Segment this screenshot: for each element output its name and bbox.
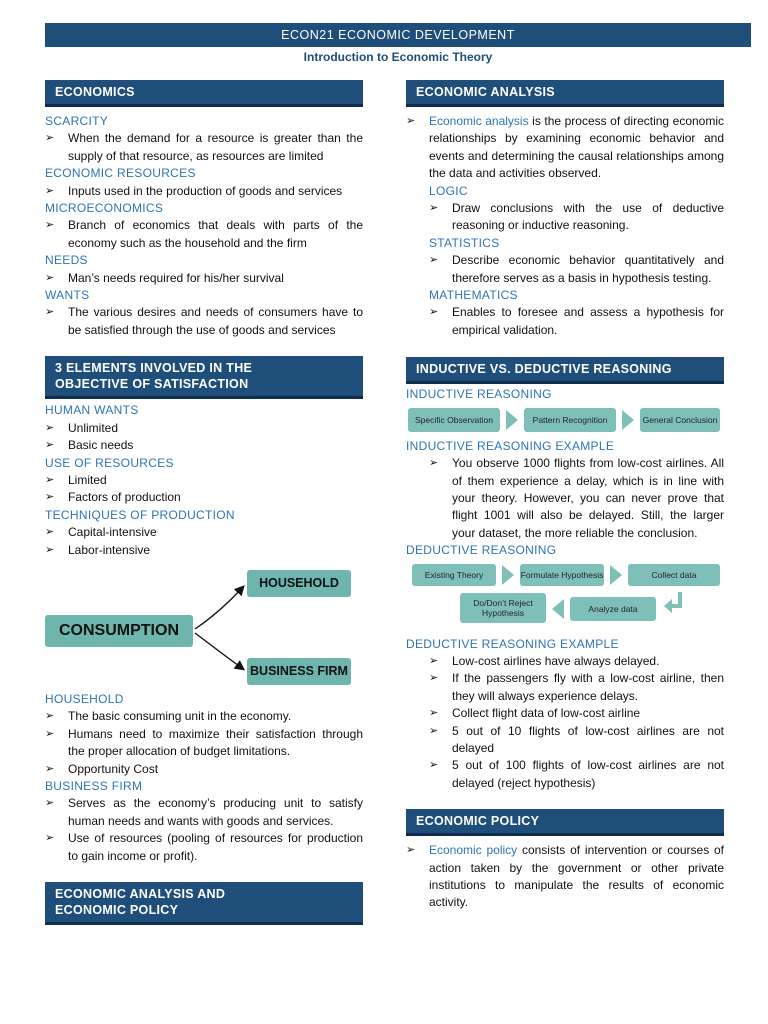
list-item: ➢ Draw conclusions with the use of deductive reasoning or inductive reasoning. bbox=[406, 200, 724, 235]
arrow-bullet-icon: ➢ bbox=[45, 543, 55, 556]
arrow-bullet-icon: ➢ bbox=[45, 132, 55, 145]
arrow-bullet-icon: ➢ bbox=[45, 797, 55, 810]
arrow-bullet-icon: ➢ bbox=[45, 271, 55, 284]
arrow-bullet-icon: ➢ bbox=[45, 727, 55, 740]
list-item: ➢ Opportunity Cost bbox=[45, 761, 363, 778]
arrow-bullet-icon: ➢ bbox=[45, 762, 55, 775]
left-column bbox=[45, 80, 363, 925]
flow-arrow-icon bbox=[610, 565, 622, 585]
arrow-bullet-icon: ➢ bbox=[45, 439, 55, 452]
arrow-bullet-icon: ➢ bbox=[429, 707, 439, 720]
flow-step-general-conclusion: General Conclusion bbox=[640, 408, 720, 432]
label-inductive-reasoning: INDUCTIVE REASONING bbox=[406, 387, 552, 402]
flow-step-specific-observation: Specific Observation bbox=[408, 408, 500, 432]
deductive-flow bbox=[406, 560, 724, 636]
flow-arrow-icon bbox=[502, 565, 514, 585]
arrow-bullet-icon: ➢ bbox=[429, 759, 439, 772]
label-inductive-example: INDUCTIVE REASONING EXAMPLE bbox=[406, 438, 615, 453]
business-firm-box: BUSINESS FIRM bbox=[247, 658, 351, 685]
flow-step-analyze-data: Analyze data bbox=[570, 597, 656, 621]
label-business-firm: BUSINESS FIRM bbox=[45, 778, 143, 793]
list-item: ➢ Basic needs bbox=[45, 437, 363, 454]
flow-step-pattern-recognition: Pattern Recognition bbox=[524, 408, 616, 432]
flow-step-reject-hypothesis: Do/Don’t Reject Hypothesis bbox=[460, 593, 546, 623]
household-box: HOUSEHOLD bbox=[247, 570, 351, 597]
arrow-bullet-icon: ➢ bbox=[45, 421, 55, 434]
label-human-wants: HUMAN WANTS bbox=[45, 403, 139, 418]
flow-arrow-icon bbox=[506, 410, 518, 430]
list-item: ➢ Economic policy consists of intervention or courses of action taken by the government or other private institutions to manipulate the results of economic activity. bbox=[406, 842, 724, 912]
list-item: ➢ The basic consuming unit in the economy. bbox=[45, 708, 363, 725]
label-needs: NEEDS bbox=[45, 253, 88, 268]
arrow-bullet-icon: ➢ bbox=[429, 457, 439, 470]
section-heading-elements: 3 ELEMENTS INVOLVED IN THE OBJECTIVE OF SATISFACTION bbox=[45, 356, 363, 399]
list-item: ➢ If the passengers fly with a low-cost airline, then they will always experience delays. bbox=[406, 670, 724, 705]
label-mathematics: MATHEMATICS bbox=[429, 288, 518, 303]
arrow-bullet-icon: ➢ bbox=[406, 115, 416, 127]
section-heading-analysis-policy: ECONOMIC ANALYSIS AND ECONOMIC POLICY bbox=[45, 882, 363, 925]
arrow-bullet-icon: ➢ bbox=[45, 306, 55, 319]
flow-step-formulate-hypothesis: Formulate Hypothesis bbox=[520, 564, 604, 586]
list-item: ➢ Unlimited bbox=[45, 420, 363, 437]
arrow-bullet-icon: ➢ bbox=[429, 672, 439, 685]
right-column bbox=[406, 80, 724, 912]
list-item: ➢ Labor-intensive bbox=[45, 542, 363, 559]
list-item: ➢ Collect flight data of low-cost airline bbox=[406, 705, 724, 722]
list-item: ➢ Low-cost airlines have always delayed. bbox=[406, 653, 724, 670]
label-wants: WANTS bbox=[45, 288, 90, 303]
label-scarcity: SCARCITY bbox=[45, 114, 109, 128]
label-techniques: TECHNIQUES OF PRODUCTION bbox=[45, 507, 235, 522]
label-deductive-example: DEDUCTIVE REASONING EXAMPLE bbox=[406, 636, 619, 651]
label-use-of-resources: USE OF RESOURCES bbox=[45, 455, 174, 470]
label-microeconomics: MICROECONOMICS bbox=[45, 201, 164, 216]
arrow-bullet-icon: ➢ bbox=[45, 473, 55, 486]
list-item: ➢ Capital-intensive bbox=[45, 524, 363, 541]
list-item: ➢ Use of resources (pooling of resources for production to gain income or profit). bbox=[45, 830, 363, 865]
flow-step-existing-theory: Existing Theory bbox=[412, 564, 496, 586]
list-item: ➢ Humans need to maximize their satisfaction through the proper allocation of budget limitations. bbox=[45, 726, 363, 761]
list-item: ➢ Serves as the economy’s producing unit to satisfy human needs and wants with goods and services. bbox=[45, 795, 363, 830]
arrow-bullet-icon: ➢ bbox=[406, 844, 416, 857]
list-item: ➢ Inputs used in the production of goods and services bbox=[45, 183, 363, 200]
arrow-bullet-icon: ➢ bbox=[45, 710, 55, 723]
arrow-bullet-icon: ➢ bbox=[429, 254, 439, 267]
label-household: HOUSEHOLD bbox=[45, 691, 124, 706]
flow-step-collect-data: Collect data bbox=[628, 564, 720, 586]
list-item: ➢ 5 out of 10 flights of low-cost airlines are not delayed bbox=[406, 723, 724, 758]
diagram-arrows bbox=[45, 567, 363, 685]
list-item: ➢ Describe economic behavior quantitatively and therefore serves as a basis in hypothesis testing. bbox=[406, 252, 724, 287]
arrow-bullet-icon: ➢ bbox=[45, 491, 55, 504]
list-item: ➢ Man’s needs required for his/her survival bbox=[45, 270, 363, 287]
label-economic-resources: ECONOMIC RESOURCES bbox=[45, 166, 196, 181]
label-deductive-reasoning: DEDUCTIVE REASONING bbox=[406, 543, 557, 558]
inductive-flow bbox=[406, 404, 724, 438]
section-heading-reasoning: INDUCTIVE VS. DEDUCTIVE REASONING bbox=[406, 357, 724, 384]
arrow-bullet-icon: ➢ bbox=[429, 306, 439, 319]
document-title: ECON21 ECONOMIC DEVELOPMENT bbox=[45, 23, 751, 47]
list-item: ➢ When the demand for a resource is greater than the supply of that resource, as resources are limited bbox=[45, 130, 363, 165]
flow-return-arrow-icon bbox=[662, 590, 686, 614]
list-item: ➢ Economic analysis is the process of directing economic relationships by examining economic behavior and events and determining the causal relationships among the data and activities observed. bbox=[406, 113, 724, 183]
list-item: ➢ Enables to foresee and assess a hypothesis for empirical validation. bbox=[406, 304, 724, 339]
flow-arrow-icon bbox=[552, 599, 564, 619]
document-subtitle: Introduction to Economic Theory bbox=[303, 50, 493, 64]
arrow-bullet-icon: ➢ bbox=[429, 654, 439, 667]
label-statistics: STATISTICS bbox=[429, 235, 500, 250]
consumption-diagram bbox=[45, 567, 363, 685]
flow-arrow-icon bbox=[622, 410, 634, 430]
arrow-bullet-icon: ➢ bbox=[429, 202, 439, 215]
list-item: ➢ The various desires and needs of consumers have to be satisfied through the use of goods and services bbox=[45, 304, 363, 339]
arrow-bullet-icon: ➢ bbox=[429, 724, 439, 737]
consumption-box: CONSUMPTION bbox=[45, 615, 193, 647]
section-heading-economic-policy: ECONOMIC POLICY bbox=[406, 809, 724, 836]
label-logic: LOGIC bbox=[429, 183, 468, 198]
arrow-bullet-icon: ➢ bbox=[45, 832, 55, 845]
arrow-bullet-icon: ➢ bbox=[45, 219, 55, 232]
section-heading-economics: ECONOMICS bbox=[45, 80, 363, 107]
list-item: ➢ 5 out of 100 flights of low-cost airlines are not delayed (reject hypothesis) bbox=[406, 757, 724, 792]
arrow-bullet-icon: ➢ bbox=[45, 526, 55, 539]
list-item: ➢ Factors of production bbox=[45, 489, 363, 506]
arrow-bullet-icon: ➢ bbox=[45, 184, 55, 197]
section-heading-economic-analysis: ECONOMIC ANALYSIS bbox=[406, 80, 724, 107]
list-item: ➢ Limited bbox=[45, 472, 363, 489]
list-item: ➢ Branch of economics that deals with parts of the economy such as the household and the firm bbox=[45, 217, 363, 252]
list-item: ➢ You observe 1000 flights from low-cost airlines. All of them experience a delay, which is in line with your theory. However, you can never prove that flight 1001 will also be delayed. Still, the larger your dataset, the more reliable the conclusion. bbox=[406, 455, 724, 542]
